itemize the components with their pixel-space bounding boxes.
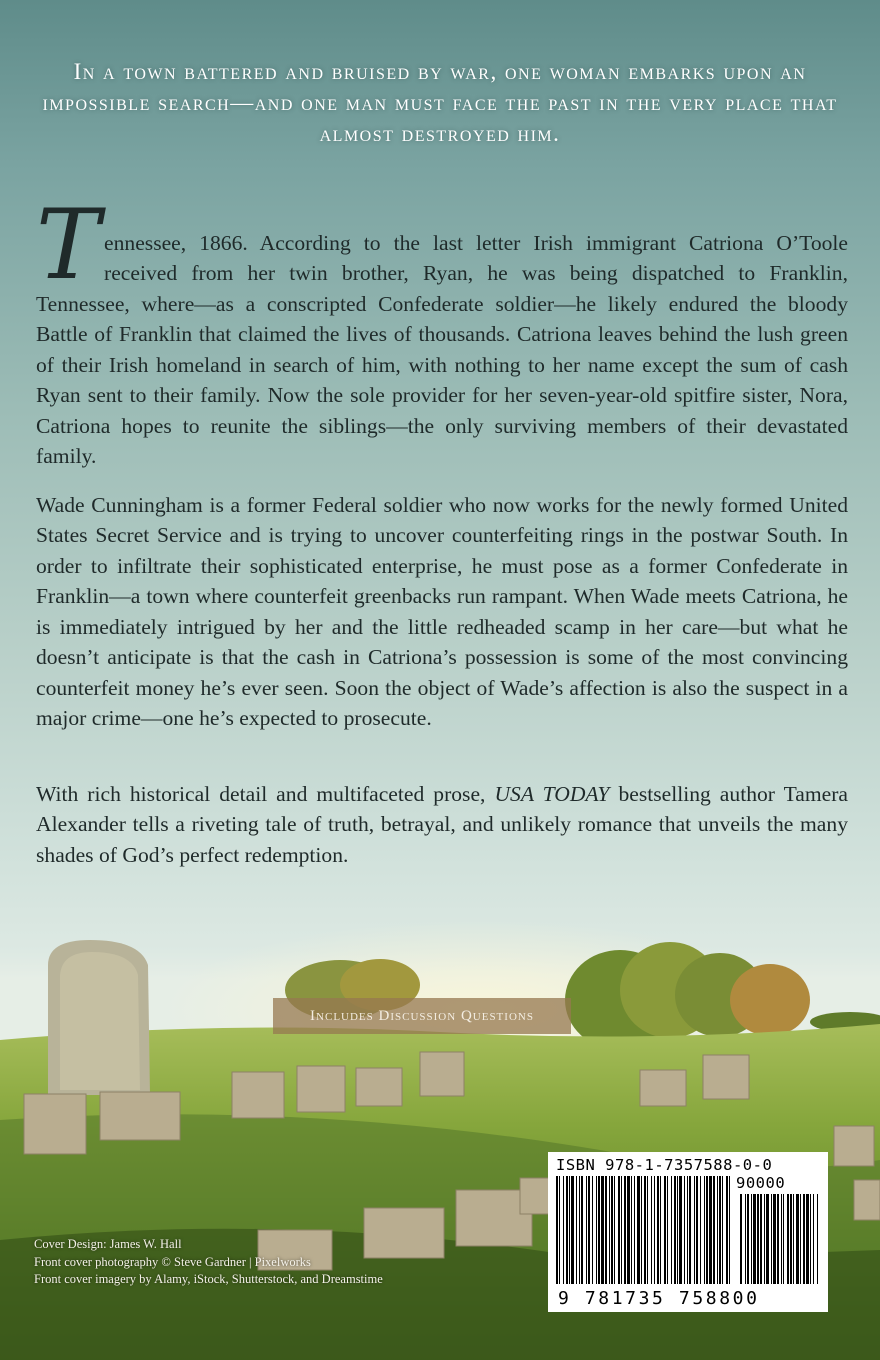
addon-bar (757, 1194, 759, 1284)
barcode-bar (700, 1176, 701, 1284)
addon-bar (790, 1194, 792, 1284)
addon-bar (800, 1194, 801, 1284)
barcode-bar (674, 1176, 676, 1284)
publication-name: USA TODAY (494, 781, 610, 806)
cover-credits (34, 1236, 383, 1289)
credit-photography: Front cover photography © Steve Gardner | Pixelworks (34, 1254, 311, 1269)
barcode-bar (634, 1176, 635, 1284)
barcode-bar (601, 1176, 604, 1284)
barcode-bar (605, 1176, 607, 1284)
addon-bar (777, 1194, 779, 1284)
barcode-bar (654, 1176, 655, 1284)
barcode-bar (671, 1176, 672, 1284)
barcode-bar (624, 1176, 626, 1284)
barcode-bar (657, 1176, 659, 1284)
credit-design: Cover Design: James W. Hall (34, 1237, 182, 1251)
barcode-bar (627, 1176, 630, 1284)
addon-bar (803, 1194, 805, 1284)
addon-bar (753, 1194, 756, 1284)
barcode-bar (637, 1176, 640, 1284)
barcode-bar (651, 1176, 652, 1284)
addon-bar (760, 1194, 762, 1284)
addon-bar (783, 1194, 784, 1284)
barcode-bar (729, 1176, 730, 1284)
addon-bar (747, 1194, 749, 1284)
barcode-bar (722, 1176, 723, 1284)
paragraph-3-end: bestselling author Tamera Alexander tells a riveting tale of truth, betrayal, and unlikely romance that unveils the many shades of God’s perfect redemption. (36, 781, 848, 867)
barcode-box (548, 1152, 828, 1312)
barcode-bar (664, 1176, 666, 1284)
addon-bar (817, 1194, 818, 1284)
barcode-bar (571, 1176, 574, 1284)
barcode-bar (556, 1176, 558, 1284)
barcode-bar (706, 1176, 708, 1284)
barcode-bar (679, 1176, 682, 1284)
barcode-bar (641, 1176, 642, 1284)
barcode-bar (586, 1176, 587, 1284)
addon-bar (751, 1194, 752, 1284)
barcode-bar (660, 1176, 661, 1284)
barcode-bar (569, 1176, 570, 1284)
paragraph-3-start: With rich historical detail and multifaceted prose, (36, 781, 495, 806)
barcode-bar (713, 1176, 715, 1284)
barcode-bar (581, 1176, 583, 1284)
barcode-bar (719, 1176, 721, 1284)
barcode-bar (717, 1176, 718, 1284)
drop-cap: T (36, 188, 101, 301)
barcode-bars (554, 1176, 822, 1286)
barcode-bar (618, 1176, 620, 1284)
tagline: In a town battered and bruised by war, one woman embarks upon an impossible search—and one man must face the past in the very place that almost destroyed him. (42, 59, 838, 146)
addon-bar (773, 1194, 776, 1284)
credit-imagery: Front cover imagery by Alamy, iStock, Shutterstock, and Dreamstime (34, 1272, 383, 1286)
barcode-bar (576, 1176, 577, 1284)
barcode-bar (592, 1176, 593, 1284)
barcode-bar (694, 1176, 695, 1284)
price-addon-code: 90000 (736, 1174, 786, 1192)
addon-bar (810, 1194, 811, 1284)
addon-bar (771, 1194, 772, 1284)
barcode-bar (689, 1176, 691, 1284)
ean-digits: 9 781735 758800 (558, 1288, 760, 1309)
barcode-bar (566, 1176, 568, 1284)
barcode-bar (644, 1176, 646, 1284)
addon-bar (766, 1194, 769, 1284)
barcode-bar (709, 1176, 712, 1284)
isbn-label: ISBN 978-1-7357588-0-0 (556, 1156, 773, 1174)
barcode-bar (598, 1176, 600, 1284)
barcode-bar (667, 1176, 668, 1284)
barcode-bar (687, 1176, 688, 1284)
addon-bar (813, 1194, 814, 1284)
barcode-bar (559, 1176, 560, 1284)
barcode-bar (611, 1176, 613, 1284)
barcode-bar (614, 1176, 615, 1284)
barcode-bar (684, 1176, 685, 1284)
barcode-bar (621, 1176, 622, 1284)
addon-bar (781, 1194, 782, 1284)
synopsis-paragraph-2: Wade Cunningham is a former Federal soldier who now works for the newly formed United States Secret Service and is trying to uncover counterfeiting rings in the postwar South. In order to infiltrate their sophisticated enterprise, he must pose as a former Confederate in Franklin—a town where counterfeit greenbacks run rampant. When Wade meets Catriona, he is immediately intrigued by her and the little redheaded scamp in her care—but what he doesn’t anticipate is that the cash in Catriona’s possession is some of the most convincing counterfeit money he’s ever seen. Soon the object of Wade’s affection is also the suspect in a major crime—one he’s expected to prosecute. (36, 492, 848, 731)
barcode-bar (726, 1176, 728, 1284)
addon-bar (740, 1194, 742, 1284)
addon-bar (745, 1194, 746, 1284)
barcode-bar (704, 1176, 705, 1284)
addon-bar (793, 1194, 794, 1284)
barcode-bar (677, 1176, 678, 1284)
addon-bar (764, 1194, 765, 1284)
barcode-bar (596, 1176, 597, 1284)
barcode-bar (696, 1176, 698, 1284)
addon-bar (796, 1194, 799, 1284)
addon-bar (787, 1194, 789, 1284)
barcode-bar (563, 1176, 564, 1284)
barcode-bar (588, 1176, 590, 1284)
addon-bar (806, 1194, 809, 1284)
synopsis-paragraph-3 (36, 779, 848, 871)
barcode-bar (609, 1176, 610, 1284)
barcode-bar (631, 1176, 632, 1284)
synopsis-paragraph-1 (36, 188, 848, 472)
barcode-bar (579, 1176, 580, 1284)
paragraph-1-text: ennessee, 1866. According to the last letter Irish immigrant Catriona O’Toole received from her twin brother, Ryan, he was being dispatched to Franklin, Tennessee, where—as a conscripted Confederate soldier—he likely endured the bloody Battle of Franklin that claimed the lives of thousands. Catriona leaves behind the lush green of their Irish homeland in search of him, with nothing to her name except the sum of cash Ryan sent to their family. Now the sole provider for her seven-year-old spitfire sister, Nora, Catriona hopes to reunite the siblings—the only surviving members of their devastated family. (36, 230, 848, 469)
barcode-bar (647, 1176, 648, 1284)
discussion-questions-banner: Includes Discussion Questions (273, 998, 571, 1034)
